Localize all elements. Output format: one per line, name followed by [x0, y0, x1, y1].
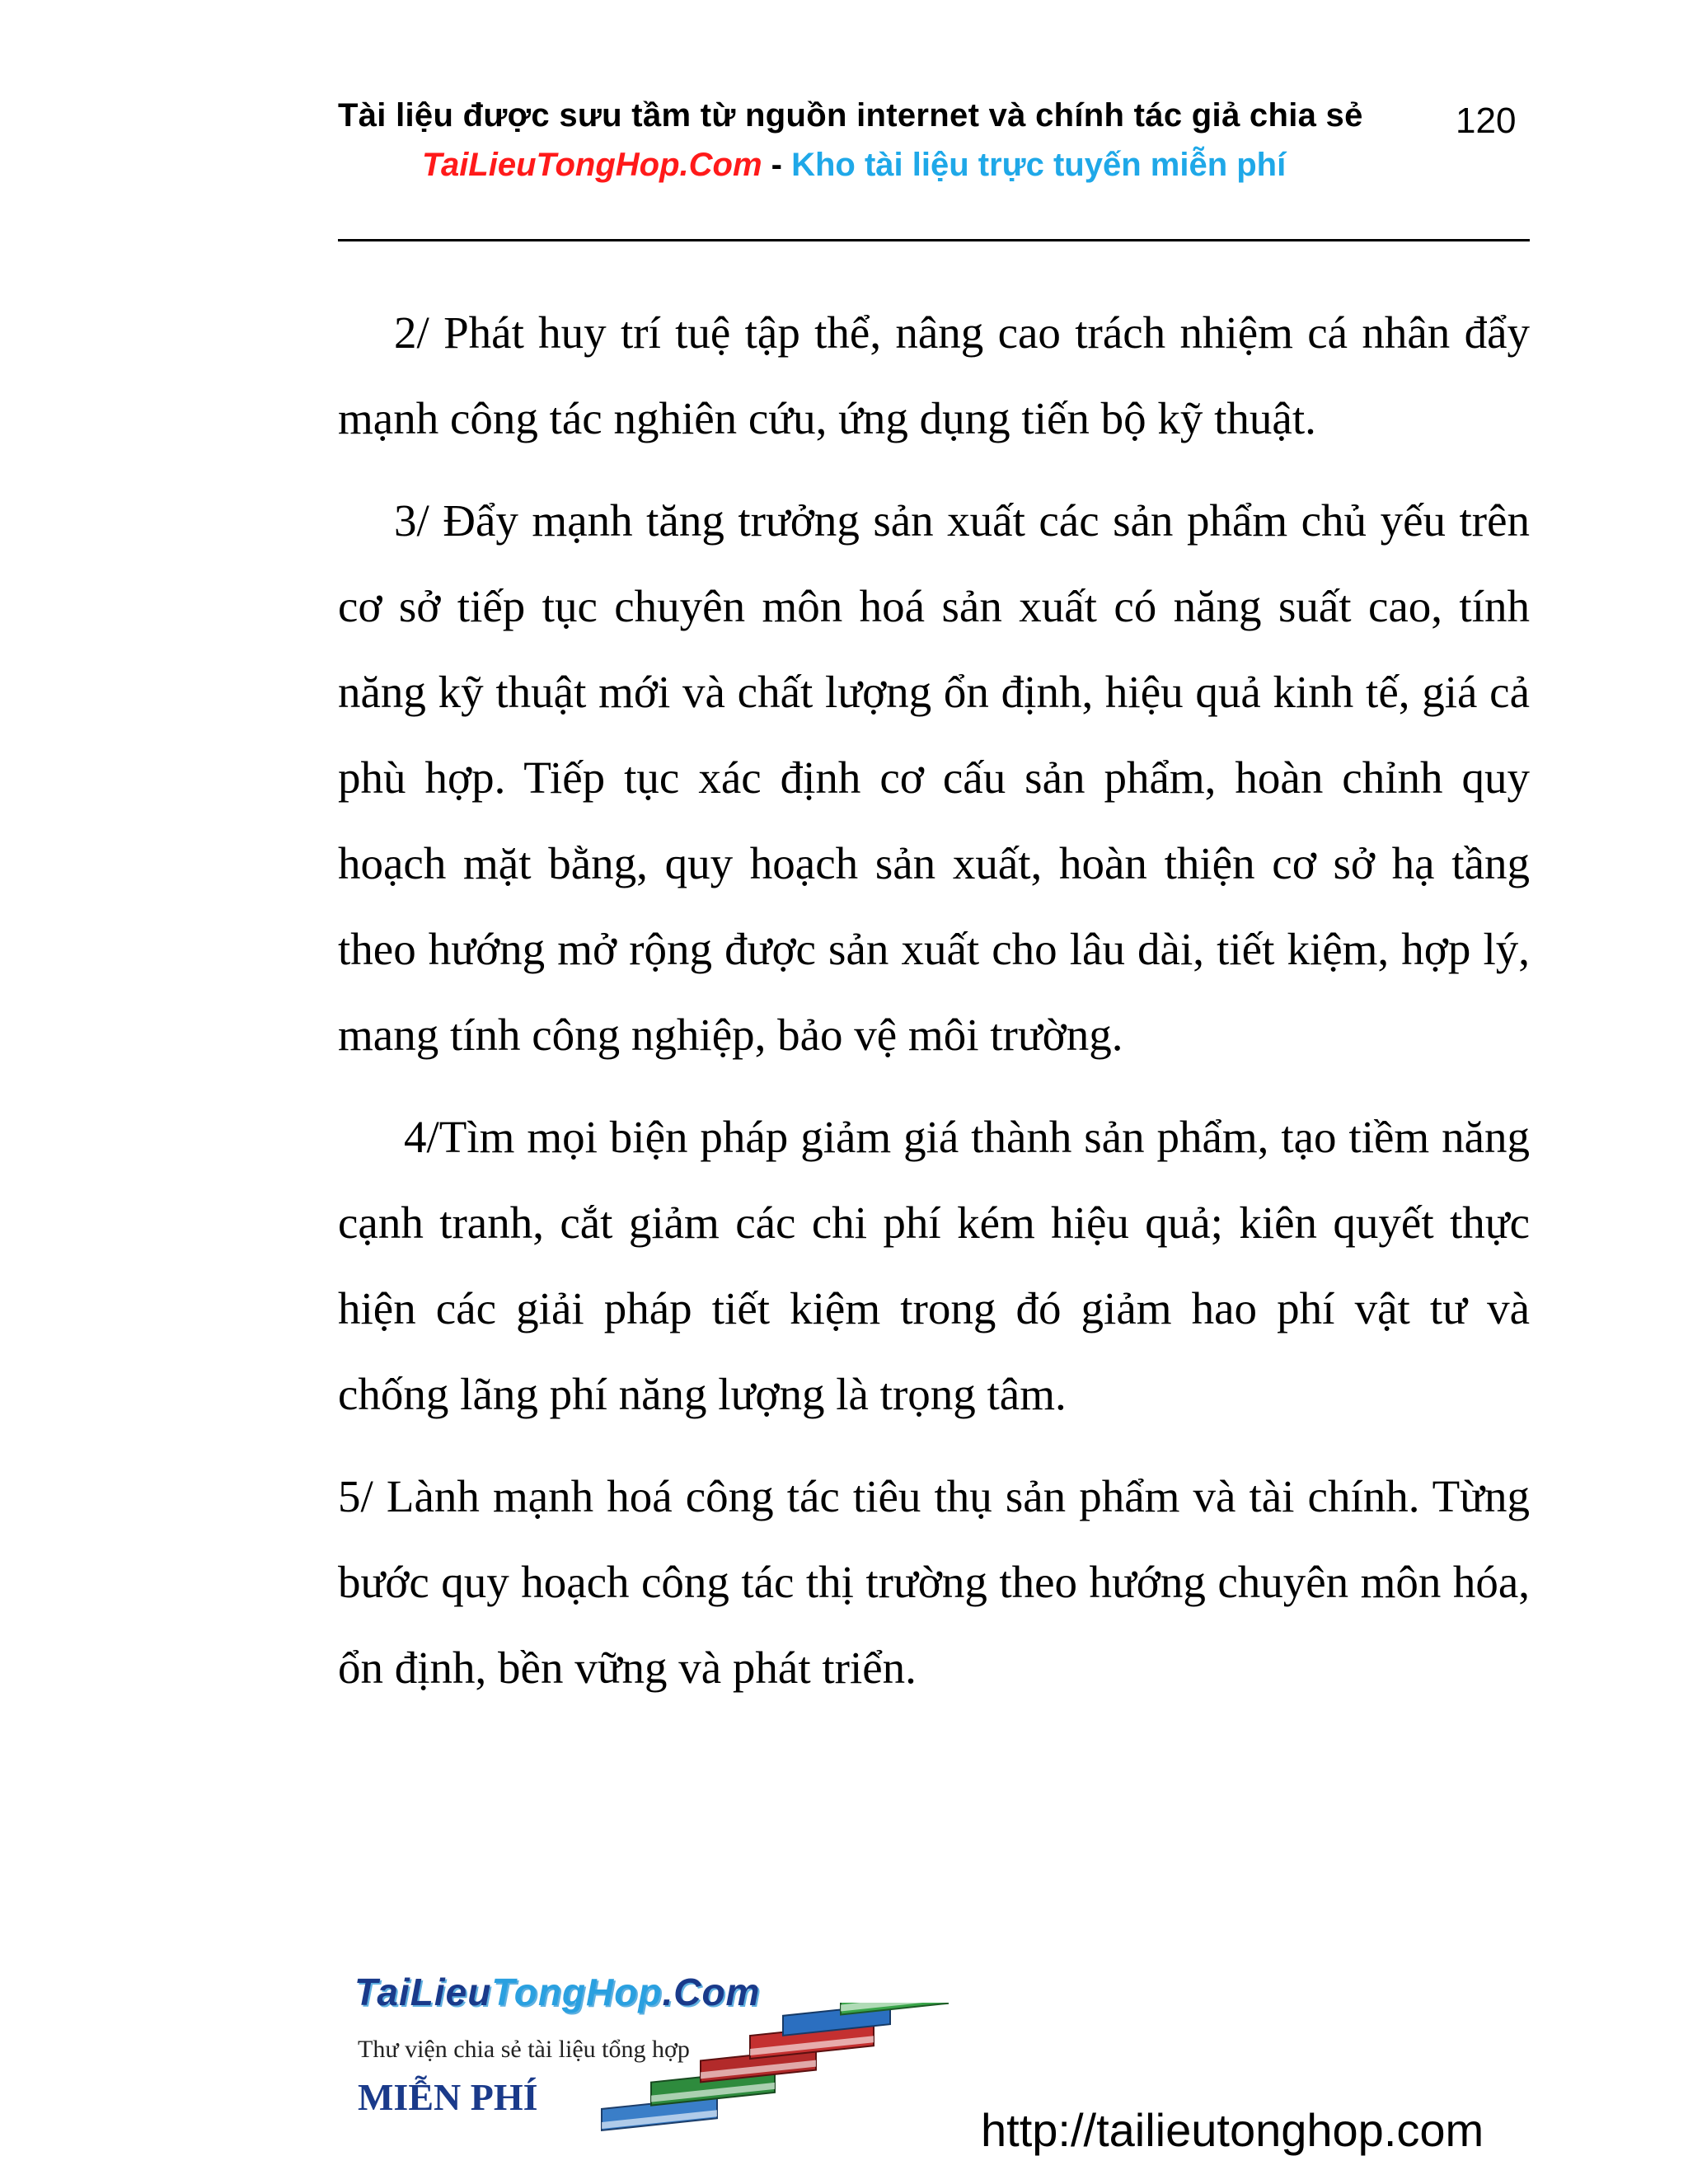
logo-title-part2: TongHop [491, 1971, 663, 2013]
logo-title-part1: TaiLieu [354, 1971, 492, 2013]
paragraph-2: 2/ Phát huy trí tuệ tập thể, nâng cao trách nhiệm cá nhân đẩy mạnh công tác nghiên cứu, ứng dụng tiến bộ kỹ thuật. [338, 307, 1530, 443]
header-divider [338, 239, 1530, 241]
books-icon [593, 2003, 956, 2143]
logo-subtitle: Thư viện chia sẻ tài liệu tổng hợp [358, 2036, 690, 2063]
paragraph-3: 3/ Đẩy mạnh tăng trưởng sản xuất các sản phẩm chủ yếu trên cơ sở tiếp tục chuyên môn hoá sản xuất có năng suất cao, tính năng kỹ thuật mới và chất lượng ổn định, hiệu quả kinh tế, giá cả phù hợp. Tiếp tục xác định cơ cấu sản phẩm, hoàn chỉnh quy hoạch mặt bằng, quy hoạch sản xuất, hoàn thiện cơ sở hạ tầng theo hướng mở rộng được sản xuất cho lâu dài, tiết kiệm, hợp lý, mang tính công nghiệp, bảo vệ môi trường. [338, 495, 1530, 1060]
header-tagline: Kho tài liệu trực tuyến miễn phí [791, 147, 1287, 183]
page-number: 120 [1456, 101, 1517, 141]
logo-title-part3: .Com [662, 1971, 761, 2013]
header-source-note: Tài liệu được sưu tầm từ nguồn internet và chính tác giả chia sẻ [338, 97, 1363, 134]
footer-url-link[interactable]: http://tailieutonghop.com [981, 2104, 1484, 2156]
header-site-line [422, 147, 1286, 184]
paragraph-5: 5/ Lành mạnh hoá công tác tiêu thụ sản phẩm và tài chính. Từng bước quy hoạch công tác thị trường theo hướng chuyên môn hóa, ổn định, bền vững và phát triển. [338, 1471, 1530, 1693]
header-separator: - [762, 147, 792, 183]
header-site-name: TaiLieuTongHop.Com [422, 147, 762, 183]
paragraph-4: 4/Tìm mọi biện pháp giảm giá thành sản phẩm, tạo tiềm năng cạnh tranh, cắt giảm các chi phí kém hiệu quả; kiên quyết thực hiện các giải pháp tiết kiệm trong đó giảm hao phí vật tư và chống lãng phí năng lượng là trọng tâm. [338, 1112, 1530, 1419]
logo-free-label: MIỄN PHÍ [358, 2076, 538, 2118]
site-logo [354, 1970, 964, 2143]
document-body [338, 290, 1530, 1727]
